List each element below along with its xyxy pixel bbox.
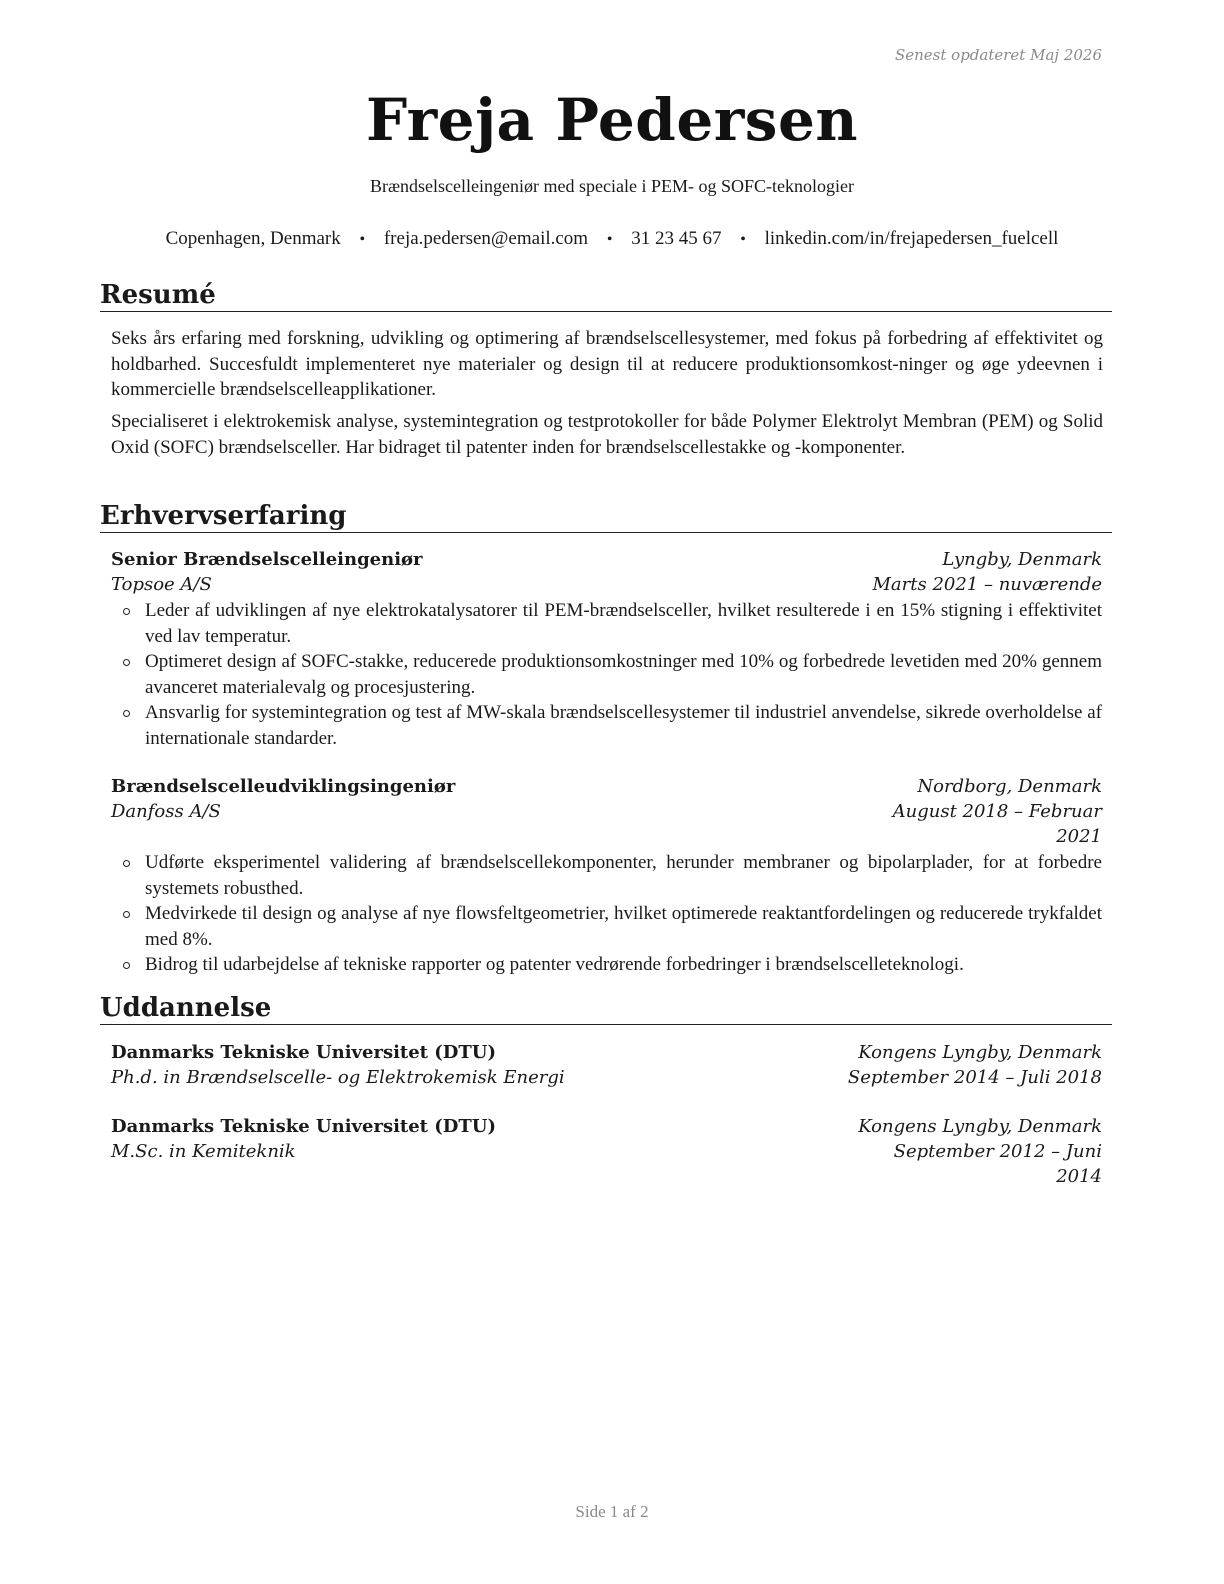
page-number: Side 1 af 2 <box>575 1502 649 1521</box>
summary-paragraph: Seks års erfaring med forskning, udvikling og optimering af brændselscellesystemer, med fokus på forbedring af effektivitet og holdbarhed. Succesfuldt implementeret nye materialer og design til at reducere produktionsomkost-ninger og øge ydeevnen i kommercielle brændselscelleapplikationer. <box>111 328 1103 400</box>
circle-bullet-icon <box>123 962 130 969</box>
section-title-experience: Erhvervserfaring <box>100 501 1112 533</box>
last-updated: Senest opdateret Maj 2026 <box>894 46 1102 64</box>
education-header <box>111 1040 1102 1065</box>
bullet-separator: • <box>740 231 746 248</box>
job-subheader <box>111 572 1102 597</box>
list-item: Udførte eksperimentel validering af brændselscellekomponenter, herunder membraner og bipolarplader, for at forbedre systemets robusthed. <box>111 850 1102 901</box>
list-item: Optimeret design af SOFC-stakke, reducerede produktionsomkostninger med 10% og forbedrede levetiden med 20% gennem avanceret materialevalg og procesjustering. <box>111 649 1102 700</box>
education-subheader <box>111 1139 1102 1189</box>
list-item: Leder af udviklingen af nye elektrokatalysatorer til PEM-brændselsceller, hvilket resulterede i en 15% stigning i effektivitet ved lav temperatur. <box>111 598 1102 649</box>
bullet-separator: • <box>606 231 613 248</box>
job-location: Nordborg, Denmark <box>917 776 1102 797</box>
circle-bullet-icon <box>123 659 130 666</box>
education-degree: Ph.d. in Brændselscelle- og Elektrokemisk Energi <box>111 1067 565 1088</box>
contact-line <box>0 228 1224 250</box>
list-item: Ansvarlig for systemintegration og test af MW-skala brændselscellesystemer til industriel anvendelse, sikrede overholdelse af internationale standarder. <box>111 700 1102 751</box>
job-company: Danfoss A/S <box>111 801 221 822</box>
job-role: Brændselscelleudviklingsingeniør <box>111 776 456 797</box>
contact-location: Copenhagen, Denmark <box>165 228 341 249</box>
education-subheader <box>111 1065 1102 1090</box>
contact-linkedin[interactable]: linkedin.com/in/frejapedersen_fuelcell <box>764 228 1059 249</box>
circle-bullet-icon <box>123 710 130 717</box>
job-bullets <box>111 598 1102 751</box>
education-dates: September 2012 – Juni 2014 <box>893 1141 1102 1187</box>
circle-bullet-icon <box>123 911 130 918</box>
job-location: Lyngby, Denmark <box>942 549 1102 570</box>
circle-bullet-icon <box>123 860 130 867</box>
job-header <box>111 774 1102 799</box>
job-header <box>111 547 1102 572</box>
section-title-summary: Resumé <box>100 280 1112 312</box>
bullet-separator: • <box>359 231 366 248</box>
tagline: Brændselscelleingeniør med speciale i PEM- og SOFC-teknologier <box>370 176 854 196</box>
person-name: Freja Pedersen <box>365 86 859 154</box>
job-role: Senior Brændselscelleingeniør <box>111 549 423 570</box>
list-item: Bidrog til udarbejdelse af tekniske rapporter og patenter vedrørende forbedringer i brændselscelleteknologi. <box>111 952 1102 978</box>
education-header <box>111 1114 1102 1139</box>
education-location: Kongens Lyngby, Denmark <box>858 1042 1102 1063</box>
contact-email[interactable]: freja.pedersen@email.com <box>383 228 589 249</box>
contact-phone: 31 23 45 67 <box>631 228 722 249</box>
education-location: Kongens Lyngby, Denmark <box>858 1116 1102 1137</box>
job-bullets <box>111 850 1102 978</box>
job-subheader <box>111 799 1102 849</box>
job-company: Topsoe A/S <box>111 574 212 595</box>
circle-bullet-icon <box>123 608 130 615</box>
education-degree: M.Sc. in Kemiteknik <box>111 1141 296 1162</box>
list-item: Medvirkede til design og analyse af nye flowsfeltgeometrier, hvilket optimerede reaktantfordelingen og reducerede trykfaldet med 8%. <box>111 901 1102 952</box>
section-title-education: Uddannelse <box>100 993 1112 1025</box>
education-school: Danmarks Tekniske Universitet (DTU) <box>111 1116 496 1137</box>
education-school: Danmarks Tekniske Universitet (DTU) <box>111 1042 496 1063</box>
job-dates: Marts 2021 – nuværende <box>872 574 1102 595</box>
summary-paragraph: Specialiseret i elektrokemisk analyse, systemintegration og testprotokoller for både Polymer Elektrolyt Membran (PEM) og Solid Oxid (SOFC) brændselsceller. Har bidraget til patenter inden for brændselscellestakke og -komponenter. <box>111 411 1103 458</box>
education-dates: September 2014 – Juli 2018 <box>847 1067 1102 1088</box>
job-dates: August 2018 – Februar 2021 <box>892 801 1102 847</box>
